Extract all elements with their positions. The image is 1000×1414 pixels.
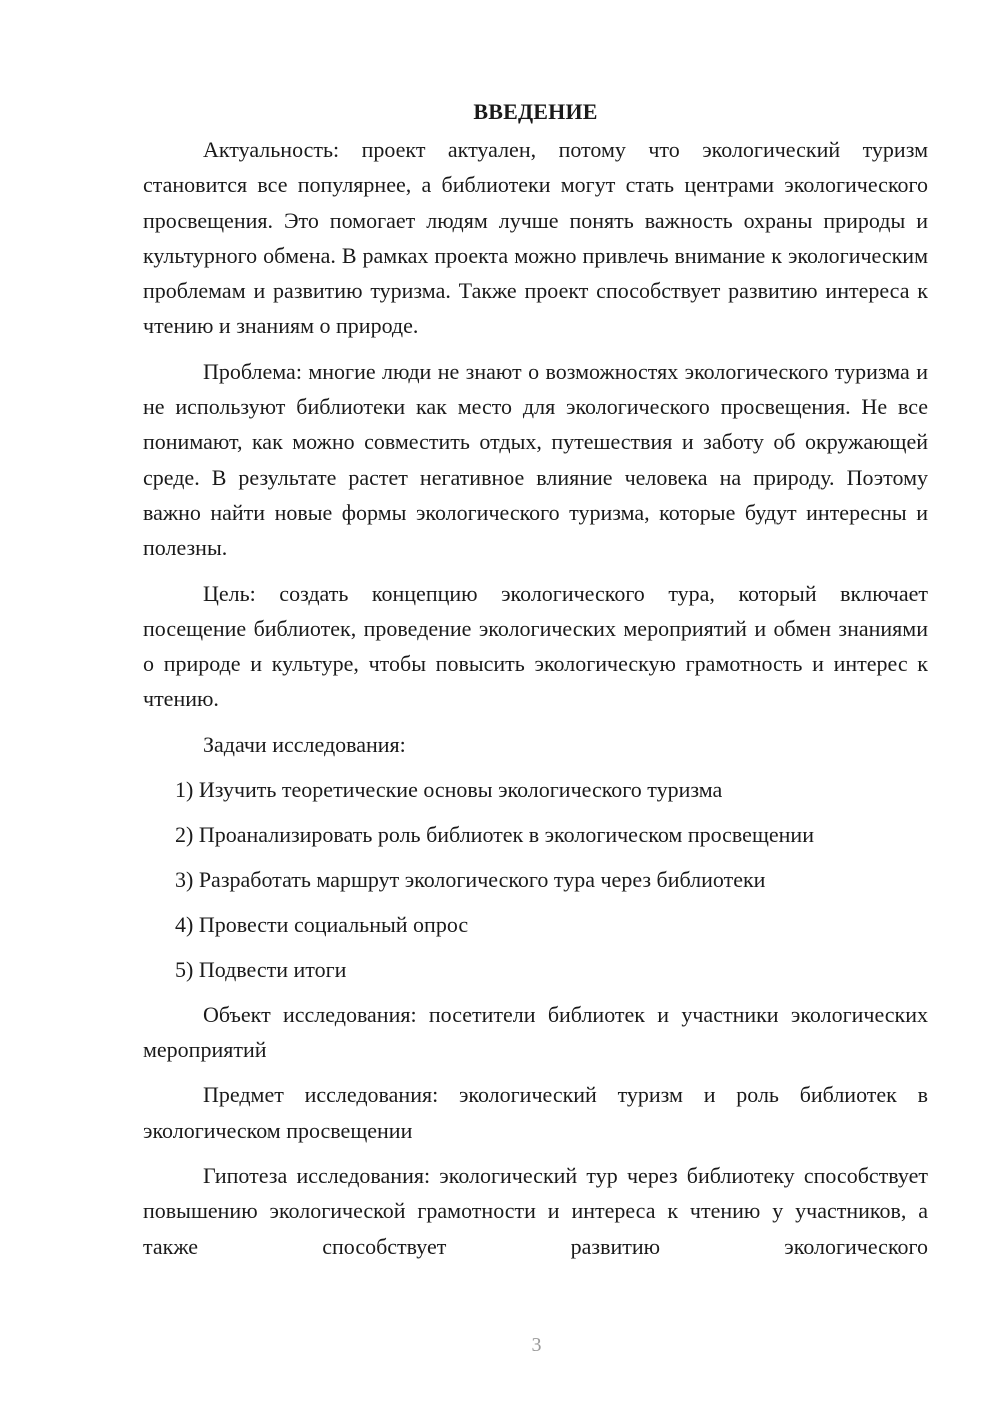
- list-item: 1) Изучить теоретические основы экологического туризма: [175, 776, 723, 802]
- list-item: 5) Подвести итоги: [175, 956, 347, 982]
- list-item: 3) Разработать маршрут экологического тура через библиотеки: [175, 866, 766, 892]
- section-heading: ВВЕДЕНИЕ: [473, 99, 598, 124]
- list-item: 2) Проанализировать роль библиотек в экологическом просвещении: [175, 821, 814, 847]
- tasks-list: [143, 772, 928, 987]
- goal-paragraph: Цель: создать концепцию экологического тура, который включает посещение библиотек, проведение экологических мероприятий и обмен знаниями о природе и культуре, чтобы повысить экологическую грамотность и интерес к чтению.: [143, 580, 928, 712]
- object-paragraph: Объект исследования: посетители библиотек и участники экологических мероприятий: [143, 1001, 928, 1063]
- problem-paragraph: Проблема: многие люди не знают о возможностях экологического туризма и не используют библиотеки как место для экологического просвещения. Не все понимают, как можно совместить отдых, путешествия и заботу об окружающей среде. В результате растет негативное влияние человека на природу. Поэтому важно найти новые формы экологического туризма, которые будут интересны и полезны.: [143, 358, 928, 561]
- subject-paragraph: Предмет исследования: экологический туризм и роль библиотек в экологическом просвещении: [143, 1082, 928, 1143]
- relevance-paragraph: Актуальность: проект актуален, потому что экологический туризм становится все популярнее, а библиотеки могут стать центрами экологического просвещения. Это помогает людям лучше понять важность охраны природы и культурного обмена. В рамках проекта можно привлечь внимание к экологическим проблемам и развитию туризма. Также проект способствует развитию интереса к чтению и знаниям о природе.: [143, 137, 928, 339]
- list-item: 4) Провести социальный опрос: [175, 911, 469, 937]
- tasks-title: Задачи исследования:: [203, 731, 406, 757]
- page-number: 3: [531, 1334, 542, 1356]
- document-page: [143, 94, 928, 1264]
- hypothesis-paragraph: Гипотеза исследования: экологический тур через библиотеку способствует повышению экологической грамотности и интереса к чтению у участников, а также способствует развитию экологического: [143, 1162, 928, 1259]
